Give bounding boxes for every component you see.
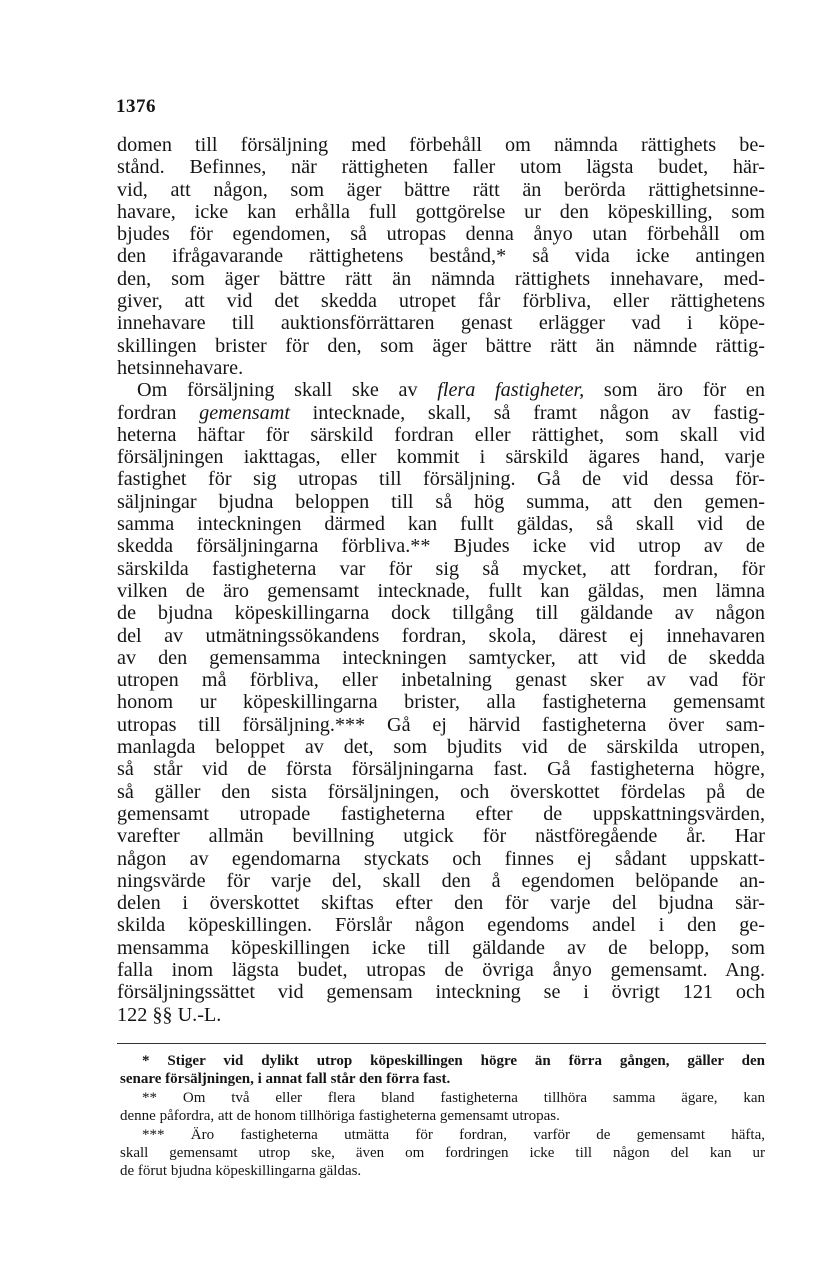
- text-line: del av utmätningssökandens fordran, skola, därest ej innehavaren: [117, 624, 765, 647]
- text-line: domen till försäljning med förbehåll om nämnda rättighets be-: [117, 134, 765, 156]
- text-line: försäljningen iakttagas, eller kommit i särskild ägares hand, varje: [117, 446, 765, 469]
- text-line: så gäller den sista försäljningen, och överskottet fördelas på de: [117, 780, 765, 803]
- text-line: giver, att vid det skedda utropet får förbliva, eller rättighetens: [117, 290, 765, 313]
- paragraph-start: [117, 379, 765, 401]
- text-line: delen i överskottet skiftas efter den för varje del bjudna sär-: [117, 892, 765, 915]
- text-line: havare, icke kan erhålla full gottgörelse ur den köpeskilling, som: [117, 200, 765, 223]
- text-line: [117, 402, 765, 424]
- text-span: Om försäljning skall ske av: [137, 379, 438, 402]
- text-line: honom ur köpeskillingarna brister, alla fastigheterna gemensamt: [117, 691, 765, 714]
- text-line: av den gemensamma inteckningen samtycker, att vid de skedda: [117, 646, 765, 669]
- text-line: stånd. Befinnes, när rättigheten faller utom lägsta budet, här-: [117, 156, 765, 179]
- text-line: 122 §§ U.-L.: [117, 1003, 222, 1026]
- text-line: den ifrågavarande rättighetens bestånd,* så vida icke antingen: [117, 245, 765, 268]
- footnotes: [120, 1053, 765, 1180]
- footnote-2: ** Om två eller flera bland fastigheterna tillhöra samma ägare, kan: [142, 1090, 765, 1107]
- footnote-3-cont: de förut bjudna köpeskillingarna gäldas.: [120, 1162, 362, 1179]
- text-line: vid, att någon, som äger bättre rätt än berörda rättighetsinne-: [117, 178, 765, 201]
- text-line: så står vid de första försäljningarna fast. Gå fastigheterna högre,: [117, 758, 765, 781]
- text-span: fordran: [117, 401, 200, 424]
- text-line: den, som äger bättre rätt än nämnda rättighets innehavare, med-: [117, 267, 765, 290]
- text-line: manlagda beloppet av det, som bjudits vid de särskilda utropen,: [117, 736, 765, 759]
- text-span: som äro för en: [584, 379, 765, 402]
- text-line: skedda försäljningarna förbliva.** Bjudes icke vid utrop av de: [117, 535, 765, 558]
- text-line: gemensamt utropade fastigheterna efter de uppskattningsvärden,: [117, 802, 765, 825]
- footnote-3-cont: skall gemensamt utrop ske, även om fordringen icke till någon del kan ur: [120, 1144, 765, 1161]
- footnote-divider: [117, 1043, 766, 1044]
- text-line: skillingen brister för den, som äger bättre rätt än nämnde rättig-: [117, 334, 765, 357]
- text-line: mensamma köpeskillingen icke till gäldande av de belopp, som: [117, 936, 765, 959]
- text-line: försäljningssättet vid gemensam inteckning se i övrigt 121 och: [117, 981, 765, 1004]
- text-line: utropas till försäljning.*** Gå ej härvid fastigheterna över sam-: [117, 713, 765, 736]
- text-line: utropen må förbliva, eller inbetalning genast sker av vad för: [117, 669, 765, 692]
- body-text: [117, 134, 765, 1026]
- text-line: vilken de äro gemensamt intecknade, fullt kan gäldas, men lämna: [117, 579, 765, 602]
- text-line: heterna häftar för särskild fordran eller rättighet, som skall vid: [117, 423, 765, 446]
- text-line: hetsinnehavare.: [117, 356, 244, 379]
- text-line: särskilda fastigheterna var för sig så mycket, att fordran, för: [117, 557, 765, 580]
- footnote-2-cont: denne påfordra, att de honom tillhöriga fastigheterna gemensamt utropas.: [120, 1107, 560, 1124]
- text-line: skilda köpeskillingen. Förslår någon egendoms andel i den ge-: [117, 914, 765, 937]
- footnote-1-cont: senare försäljningen, i annat fall står den förra fast.: [120, 1070, 451, 1087]
- text-line: varefter allmän bevillning utgick för nästföregående år. Har: [117, 825, 765, 848]
- text-line: falla inom lägsta budet, utropas de övriga ånyo gemensamt. Ang.: [117, 958, 765, 981]
- text-line: någon av egendomarna styckats och finnes ej sådant uppskatt-: [117, 847, 765, 870]
- footnote-3: *** Äro fastigheterna utmätta för fordran, varför de gemensamt häfta,: [142, 1127, 765, 1144]
- text-line: de bjudna köpeskillingarna dock tillgång till gäldande av någon: [117, 602, 765, 625]
- text-line: säljningar bjudna beloppen till så hög summa, att den gemen-: [117, 490, 765, 513]
- text-span: intecknade, skall, så framt någon av fastig-: [289, 401, 765, 424]
- text-line: fastighet för sig utropas till försäljning. Gå de vid dessa för-: [117, 468, 765, 491]
- italic-term: flera fastigheter,: [437, 379, 585, 402]
- text-line: bjudes för egendomen, så utropas denna ånyo utan förbehåll om: [117, 223, 765, 246]
- italic-term: gemensamt: [199, 401, 290, 424]
- text-line: samma inteckningen därmed kan fullt gäldas, så skall vid de: [117, 513, 765, 536]
- text-line: ningsvärde för varje del, skall den å egendomen belöpande an-: [117, 869, 765, 892]
- text-line: innehavare till auktionsförrättaren genast erlägger vad i köpe-: [117, 312, 765, 335]
- page-number: 1376: [116, 96, 156, 117]
- footnote-1: * Stiger vid dylikt utrop köpeskillingen högre än förra gången, gäller den: [142, 1053, 765, 1069]
